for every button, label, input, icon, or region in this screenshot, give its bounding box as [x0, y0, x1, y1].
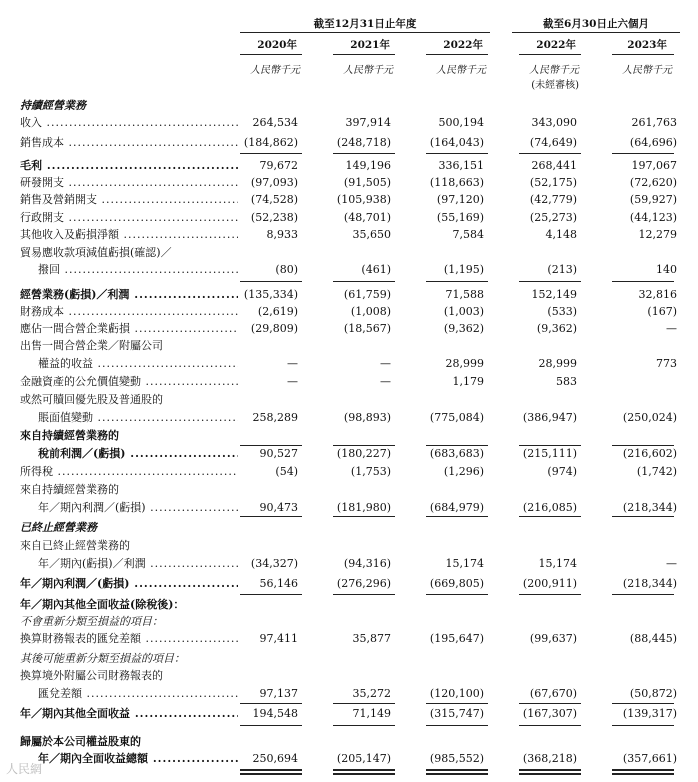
- column-rule: [240, 281, 302, 282]
- column-rule: [612, 725, 674, 726]
- row-value: (59,927): [629, 193, 677, 206]
- column-rule: [426, 153, 488, 154]
- column-rule: [240, 153, 302, 154]
- row-value: (139,317): [622, 707, 677, 720]
- row-value: (195,647): [429, 632, 484, 645]
- row-label: 來自已終止經營業務的: [20, 539, 130, 552]
- column-rule: [426, 516, 488, 517]
- row-value: (9,362): [443, 322, 484, 335]
- row-value: 7,584: [452, 228, 484, 241]
- row-value: (218,344): [622, 501, 677, 514]
- row-value: 261,763: [631, 116, 677, 129]
- column-rule: [612, 153, 674, 154]
- column-rule: [612, 445, 674, 446]
- year-2021: 2021年: [350, 39, 390, 51]
- row-value: (368,218): [522, 752, 577, 765]
- row-value: (1,008): [350, 305, 391, 318]
- row-value: (80): [275, 263, 298, 276]
- unit-label: 人民幣千元: [529, 65, 579, 76]
- row-label: 撥回 .....: [38, 262, 238, 277]
- row-value: (974): [547, 465, 577, 478]
- table-row: [0, 464, 698, 479]
- year-rule: [519, 54, 581, 55]
- row-label: 年／期內其他全面收益(除稅後)：: [20, 598, 185, 611]
- column-rule: [519, 594, 581, 595]
- year-rule: [612, 54, 674, 55]
- row-label: 行政開支 .....: [20, 210, 238, 225]
- row-value: 250,694: [252, 752, 298, 765]
- row-value: (74,528): [250, 193, 298, 206]
- row-value: (135,334): [243, 288, 298, 301]
- year-2020: 2020年: [257, 39, 297, 51]
- header-group-annual: 截至12月31日止年度: [313, 18, 417, 30]
- column-rule: [240, 703, 302, 704]
- row-value: 97,411: [259, 632, 298, 645]
- row-value: (213): [547, 263, 577, 276]
- year-rule: [240, 54, 302, 55]
- column-rule: [426, 594, 488, 595]
- table-row: [0, 631, 698, 646]
- column-rule: [519, 769, 581, 771]
- row-label: 換算境外附屬公司財務報表的: [20, 669, 163, 682]
- table-row: [0, 686, 698, 701]
- table-row: [0, 410, 698, 425]
- row-label: 年／期內利潤／(虧損) .....: [38, 500, 238, 515]
- table-row: [0, 576, 698, 591]
- unit-label: 人民幣千元: [250, 65, 300, 76]
- row-value: (88,445): [629, 632, 677, 645]
- row-value: (164,043): [429, 136, 484, 149]
- row-label: 來自持續經營業務的: [20, 429, 119, 442]
- table-row: [0, 392, 698, 407]
- column-rule: [240, 445, 302, 446]
- column-rule: [426, 725, 488, 726]
- row-value: 90,473: [259, 501, 298, 514]
- table-row: [0, 500, 698, 515]
- column-rule: [612, 516, 674, 517]
- column-rule: [519, 445, 581, 446]
- row-value: (216,085): [522, 501, 577, 514]
- column-rule: [240, 773, 302, 775]
- row-value: (248,718): [336, 136, 391, 149]
- row-value: (48,701): [343, 211, 391, 224]
- table-row: [0, 262, 698, 277]
- row-value: 71,588: [445, 288, 484, 301]
- row-value: (167,307): [522, 707, 577, 720]
- row-label: 金融資產的公允價值變動 .....: [20, 374, 238, 389]
- row-value: (276,296): [336, 577, 391, 590]
- table-row: [0, 374, 698, 389]
- row-label: 權益的收益 .....: [38, 356, 238, 371]
- row-value: (1,753): [350, 465, 391, 478]
- row-label: 換算財務報表的匯兌差額 .....: [20, 631, 238, 646]
- row-value: 583: [556, 375, 577, 388]
- row-value: (29,809): [250, 322, 298, 335]
- row-value: (357,661): [622, 752, 677, 765]
- column-rule: [333, 516, 395, 517]
- row-value: (2,619): [257, 305, 298, 318]
- row-value: 397,914: [345, 116, 391, 129]
- row-value: (98,893): [343, 411, 391, 424]
- row-value: —: [380, 375, 391, 388]
- column-rule: [426, 281, 488, 282]
- row-label: 研發開支 .....: [20, 175, 238, 190]
- row-label: 銷售成本 .....: [20, 135, 238, 150]
- row-value: 28,999: [445, 357, 484, 370]
- row-value: 343,090: [531, 116, 577, 129]
- row-value: (94,316): [343, 557, 391, 570]
- row-value: (74,649): [529, 136, 577, 149]
- row-label: 其後可能重新分類至損益的項目：: [20, 652, 185, 665]
- row-value: 140: [656, 263, 677, 276]
- row-label: 銷售及營銷開支 .....: [20, 192, 238, 207]
- row-label: 經營業務(虧損)／利潤 .....: [20, 287, 238, 302]
- row-value: 79,672: [259, 159, 298, 172]
- row-value: 197,067: [631, 159, 677, 172]
- row-value: 500,194: [438, 116, 484, 129]
- header-underline-interim: [512, 32, 680, 33]
- table-row: [0, 321, 698, 336]
- row-value: (184,862): [243, 136, 298, 149]
- row-value: (386,947): [522, 411, 577, 424]
- row-value: 268,441: [531, 159, 577, 172]
- row-label: 匯兌差額 .....: [38, 686, 238, 701]
- table-row: [0, 115, 698, 130]
- row-label: 持續經營業務: [20, 99, 86, 112]
- column-rule: [333, 281, 395, 282]
- table-row: [0, 287, 698, 302]
- row-value: (250,024): [622, 411, 677, 424]
- row-value: (216,602): [622, 447, 677, 460]
- row-value: —: [287, 357, 298, 370]
- unit-label: 人民幣千元: [622, 65, 672, 76]
- table-row: [0, 98, 698, 113]
- row-value: (97,093): [250, 176, 298, 189]
- row-value: 773: [656, 357, 677, 370]
- row-value: —: [287, 375, 298, 388]
- row-value: 35,650: [352, 228, 391, 241]
- row-value: 56,146: [259, 577, 298, 590]
- row-value: 8,933: [266, 228, 298, 241]
- unit-label: 人民幣千元: [343, 65, 393, 76]
- table-row: [0, 446, 698, 461]
- row-value: (1,003): [443, 305, 484, 318]
- year-rule: [426, 54, 488, 55]
- row-value: 97,137: [259, 687, 298, 700]
- table-row: [0, 751, 698, 766]
- row-value: (118,663): [429, 176, 484, 189]
- table-row: [0, 651, 698, 666]
- column-rule: [612, 703, 674, 704]
- row-value: 194,548: [252, 707, 298, 720]
- row-value: (215,111): [522, 447, 577, 460]
- row-value: (1,742): [636, 465, 677, 478]
- row-label: 出售一間合營企業／附屬公司: [20, 339, 163, 352]
- row-label: 其他收入及虧損淨額 .....: [20, 227, 238, 242]
- row-value: 71,149: [352, 707, 391, 720]
- row-label: 應佔一間合營企業虧損 .....: [20, 321, 238, 336]
- row-value: (775,084): [429, 411, 484, 424]
- row-value: (97,120): [436, 193, 484, 206]
- column-rule: [333, 773, 395, 775]
- table-row: [0, 614, 698, 629]
- row-value: (50,872): [629, 687, 677, 700]
- table-row: [0, 428, 698, 443]
- unit-label: 人民幣千元: [436, 65, 486, 76]
- row-value: (181,980): [336, 501, 391, 514]
- table-row: [0, 304, 698, 319]
- row-label: 稅前利潤／(虧損) .....: [38, 446, 238, 461]
- row-value: (533): [547, 305, 577, 318]
- row-label: 賬面值變動 .....: [38, 410, 238, 425]
- row-label: 年／期內(虧損)／利潤 .....: [38, 556, 238, 571]
- row-value: (461): [361, 263, 391, 276]
- table-row: [0, 538, 698, 553]
- row-value: (99,637): [529, 632, 577, 645]
- row-label: 年／期內全面收益總額 .....: [38, 751, 238, 766]
- year-rule: [333, 54, 395, 55]
- row-value: (167): [647, 305, 677, 318]
- row-value: (72,620): [629, 176, 677, 189]
- row-value: 35,272: [352, 687, 391, 700]
- row-value: (985,552): [429, 752, 484, 765]
- row-value: —: [666, 322, 677, 335]
- column-rule: [426, 445, 488, 446]
- row-value: (683,683): [429, 447, 484, 460]
- year-2023-interim: 2023年: [627, 39, 667, 51]
- row-label: 來自持續經營業務的: [20, 483, 119, 496]
- column-rule: [240, 516, 302, 517]
- row-label: 不會重新分類至損益的項目：: [20, 615, 163, 628]
- row-value: 12,279: [638, 228, 677, 241]
- header-group-interim: 截至6月30日止六個月: [543, 18, 649, 30]
- column-rule: [612, 769, 674, 771]
- watermark-logo: 人民網: [6, 762, 43, 776]
- row-label: 年／期內其他全面收益 .....: [20, 706, 238, 721]
- row-value: —: [380, 357, 391, 370]
- row-label: 貿易應收款項減值虧損(確認)／: [20, 246, 172, 259]
- row-label: 收入 .....: [20, 115, 238, 130]
- row-value: 258,289: [252, 411, 298, 424]
- row-value: 4,148: [545, 228, 577, 241]
- row-value: 149,196: [345, 159, 391, 172]
- row-value: (205,147): [336, 752, 391, 765]
- row-value: (105,938): [336, 193, 391, 206]
- table-row: [0, 668, 698, 683]
- column-rule: [240, 594, 302, 595]
- row-label: 財務成本 .....: [20, 304, 238, 319]
- row-value: 336,151: [438, 159, 484, 172]
- column-rule: [612, 594, 674, 595]
- table-row: [0, 227, 698, 242]
- row-value: (67,670): [529, 687, 577, 700]
- table-row: [0, 245, 698, 260]
- table-row: [0, 135, 698, 150]
- row-value: (684,979): [429, 501, 484, 514]
- row-label: 毛利 .....: [20, 158, 238, 173]
- row-label: 年／期內利潤／(虧損) .....: [20, 576, 238, 591]
- table-row: [0, 520, 698, 535]
- row-value: (180,227): [336, 447, 391, 460]
- column-rule: [333, 725, 395, 726]
- row-value: (34,327): [250, 557, 298, 570]
- row-label: 或然可贖回優先股及普通股的: [20, 393, 163, 406]
- row-value: 35,877: [352, 632, 391, 645]
- column-rule: [333, 594, 395, 595]
- row-value: 1,179: [452, 375, 484, 388]
- row-value: (200,911): [522, 577, 577, 590]
- column-rule: [426, 773, 488, 775]
- table-row: [0, 158, 698, 173]
- table-row: [0, 338, 698, 353]
- column-rule: [426, 769, 488, 771]
- row-value: 15,174: [538, 557, 577, 570]
- row-value: (315,747): [429, 707, 484, 720]
- row-value: (55,169): [436, 211, 484, 224]
- row-value: (44,123): [629, 211, 677, 224]
- row-value: 90,527: [259, 447, 298, 460]
- row-value: (52,175): [529, 176, 577, 189]
- row-value: (120,100): [429, 687, 484, 700]
- row-value: (1,296): [443, 465, 484, 478]
- row-value: (18,567): [343, 322, 391, 335]
- table-row: [0, 175, 698, 190]
- table-row: [0, 192, 698, 207]
- table-row: [0, 482, 698, 497]
- row-value: 28,999: [538, 357, 577, 370]
- column-rule: [519, 153, 581, 154]
- row-value: (52,238): [250, 211, 298, 224]
- row-value: (218,344): [622, 577, 677, 590]
- row-value: (54): [275, 465, 298, 478]
- column-rule: [333, 445, 395, 446]
- row-value: (1,195): [443, 263, 484, 276]
- row-label: 歸屬於本公司權益股東的: [20, 735, 141, 748]
- row-value: (42,779): [529, 193, 577, 206]
- column-rule: [612, 773, 674, 775]
- row-value: (64,696): [629, 136, 677, 149]
- column-rule: [426, 703, 488, 704]
- column-rule: [519, 773, 581, 775]
- column-rule: [240, 769, 302, 771]
- row-label: 已終止經營業務: [20, 521, 97, 534]
- column-rule: [333, 769, 395, 771]
- table-row: [0, 556, 698, 571]
- header-underline-annual: [240, 32, 490, 33]
- table-row: [0, 210, 698, 225]
- column-rule: [519, 725, 581, 726]
- column-rule: [333, 153, 395, 154]
- column-rule: [519, 281, 581, 282]
- row-value: (91,505): [343, 176, 391, 189]
- table-row: [0, 706, 698, 721]
- column-rule: [333, 703, 395, 704]
- column-rule: [519, 703, 581, 704]
- year-2022-interim: 2022年: [536, 39, 576, 51]
- table-row: [0, 597, 698, 612]
- column-rule: [519, 516, 581, 517]
- row-value: 32,816: [638, 288, 677, 301]
- row-value: —: [666, 557, 677, 570]
- row-value: 264,534: [252, 116, 298, 129]
- table-row: [0, 356, 698, 371]
- table-row: [0, 734, 698, 749]
- row-value: 15,174: [445, 557, 484, 570]
- year-2022: 2022年: [443, 39, 483, 51]
- column-rule: [240, 725, 302, 726]
- row-value: (61,759): [343, 288, 391, 301]
- row-label: 所得稅 .....: [20, 464, 238, 479]
- row-value: (25,273): [529, 211, 577, 224]
- unaudited-label: (未經審核): [531, 80, 579, 91]
- row-value: (9,362): [536, 322, 577, 335]
- column-rule: [612, 281, 674, 282]
- row-value: 152,149: [531, 288, 577, 301]
- row-value: (669,805): [429, 577, 484, 590]
